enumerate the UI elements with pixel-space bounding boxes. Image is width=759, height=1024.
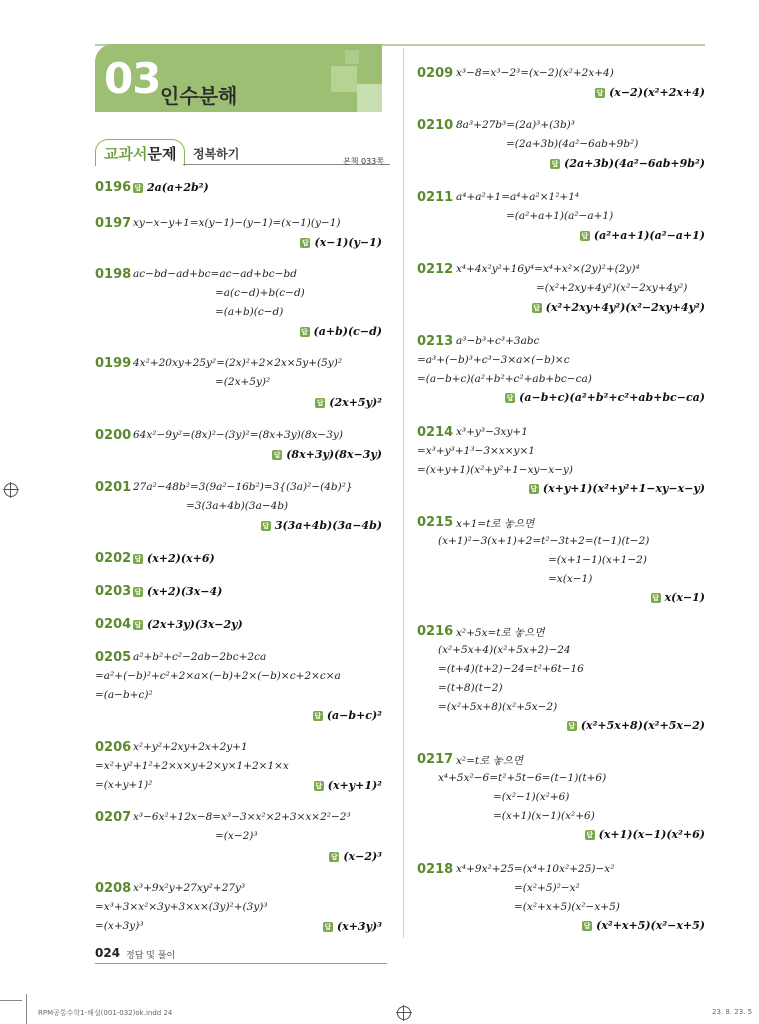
answer-badge: 답	[568, 722, 576, 730]
answer: 답 (2x+3y)(3x−2y)	[134, 618, 243, 631]
solution-line: =(x²+5)²−x²	[514, 882, 580, 894]
solution-line: =(2x+5y)²	[215, 376, 271, 388]
solution-line: =(x²+2xy+4y²)(x²−2xy+4y²)	[536, 282, 688, 294]
answer: 답 (x²+5x+8)(x²+5x−2)	[568, 719, 705, 732]
answer: 답 2a(a+2b²)	[134, 181, 209, 194]
solution-line: =(a−b+c)(a²+b²+c²+ab+bc−ca)	[417, 373, 592, 385]
solution-line: =(x+y+1)(x²+y²+1−xy−x−y)	[417, 464, 573, 476]
solution-line: x⁴+4x²y²+16y⁴=x⁴+x²×(2y)²+(2y)⁴	[456, 263, 640, 275]
answer: 답 (x²+2xy+4y²)(x²−2xy+4y²)	[533, 301, 705, 314]
answer: 답 (x−2)(x²+2x+4)	[596, 86, 705, 99]
answer: 답 (x+2)(x+6)	[134, 552, 215, 565]
answer: 답 (x²+x+5)(x²−x+5)	[583, 919, 705, 932]
solution-line: =(x+1−1)(x+1−2)	[548, 554, 647, 566]
solution-line: =(x²−1)(x²+6)	[493, 791, 570, 803]
solution-line: x²=t로 놓으면	[456, 755, 524, 767]
answer-badge: 답	[273, 451, 281, 459]
answer: 답 (8x+3y)(8x−3y)	[273, 448, 382, 461]
problem-number: 0208	[95, 881, 132, 896]
problem-number: 0203	[95, 584, 132, 599]
answer-badge: 답	[314, 712, 322, 720]
solution-line: x²+y²+2xy+2x+2y+1	[133, 741, 248, 753]
answer: 답 (x−2)³	[330, 850, 382, 863]
problem-number: 0200	[95, 428, 132, 443]
solution-line: (x+1)²−3(x+1)+2=t²−3t+2=(t−1)(t−2)	[438, 535, 650, 547]
problem-number: 0206	[95, 740, 132, 755]
page-number: 024	[95, 946, 121, 960]
solution-line: a³−b³+c³+3abc	[456, 335, 540, 347]
solution-line: =3(3a+4b)(3a−4b)	[186, 500, 289, 512]
answer-badge: 답	[301, 328, 308, 336]
solution-line: x⁴+9x²+25=(x⁴+10x²+25)−x²	[456, 863, 615, 875]
answer: 답 (a+b)(c−d)	[301, 325, 382, 338]
solution-line: =x³+y³+1³−3×x×y×1	[417, 445, 535, 457]
solution-line: =(a²+a+1)(a²−a+1)	[506, 210, 614, 222]
solution-line: (x²+5x+4)(x²+5x+2)−24	[438, 644, 571, 656]
section-reference: 본책 033쪽	[343, 157, 384, 166]
answer: 답 (a²+a+1)(a²−a+1)	[581, 229, 705, 242]
banner-deco-square	[345, 50, 359, 64]
problem-number: 0205	[95, 650, 132, 665]
solution-line: x²+5x=t로 놓으면	[456, 627, 545, 639]
section-subtitle: 정복하기	[193, 147, 240, 161]
answer-badge: 답	[302, 239, 309, 247]
solution-line: =x³+3×x²×3y+3×x×(3y)²+(3y)³	[95, 901, 268, 913]
print-slug-date: 23. 8. 23. 5	[712, 1008, 753, 1016]
solution-line: 8a³+27b³=(2a)³+(3b)³	[456, 119, 575, 131]
answer: 답 (x+y+1)(x²+y²+1−xy−x−y)	[530, 482, 705, 495]
solution-line: x+1=t로 놓으면	[456, 518, 535, 530]
answer-badge: 답	[315, 782, 323, 790]
registration-mark-icon	[397, 1006, 411, 1020]
answer: 답 (a−b+c)²	[314, 709, 382, 722]
problem-number: 0207	[95, 810, 132, 825]
solution-line: =(a+b)(c−d)	[215, 306, 284, 318]
answer-badge: 답	[586, 831, 594, 839]
answer: 답 (x+1)(x−1)(x²+6)	[586, 828, 705, 841]
answer-badge: 답	[316, 399, 324, 407]
answer-badge: 답	[134, 184, 142, 192]
problem-number: 0204	[95, 617, 132, 632]
solution-line: =(t+4)(t+2)−24=t²+6t−16	[438, 663, 584, 675]
answer-badge: 답	[330, 853, 338, 861]
problem-number: 0196	[95, 180, 132, 195]
solution-line: =(a−b+c)²	[95, 689, 153, 701]
solution-line: =(x−2)³	[215, 830, 258, 842]
banner-deco-square	[357, 84, 382, 112]
problem-number: 0197	[95, 216, 132, 231]
solution-line: 27a²−48b²=3(9a²−16b²)=3{(3a)²−(4b)²}	[133, 481, 353, 493]
crop-mark	[26, 994, 27, 1024]
problem-number: 0199	[95, 356, 132, 371]
problem-number: 0215	[417, 515, 454, 530]
answer-badge: 답	[324, 923, 332, 931]
solution-line: x³+y³−3xy+1	[456, 426, 528, 438]
problem-number: 0217	[417, 752, 454, 767]
solution-line: =(x+3y)³	[95, 920, 144, 932]
footer-rule	[95, 963, 387, 964]
solution-line: x³−8=x³−2³=(x−2)(x²+2x+4)	[456, 67, 614, 79]
answer-badge: 답	[134, 621, 142, 629]
solution-line: a⁴+a²+1=a⁴+a²×1²+1⁴	[456, 191, 580, 203]
solution-line: =(2a+3b)(4a²−6ab+9b²)	[506, 138, 639, 150]
solution-line: =x(x−1)	[548, 573, 593, 585]
problem-number: 0209	[417, 66, 454, 81]
answer-badge: 답	[583, 922, 591, 930]
answer-badge: 답	[551, 160, 559, 168]
solution-line: x³−6x²+12x−8=x³−3×x²×2+3×x×2²−2³	[133, 811, 351, 823]
answer-badge: 답	[134, 588, 142, 596]
answer: 답 (x+3y)³	[324, 920, 382, 933]
problem-number: 0218	[417, 862, 454, 877]
solution-line: a²+b²+c²−2ab−2bc+2ca	[133, 651, 267, 663]
solution-line: =a²+(−b)²+c²+2×a×(−b)+2×(−b)×c+2×c×a	[95, 670, 341, 682]
solution-line: =a³+(−b)³+c³−3×a×(−b)×c	[417, 354, 570, 366]
problem-number: 0211	[417, 190, 454, 205]
answer: 답 (2x+5y)²	[316, 396, 382, 409]
answer-badge: 답	[581, 232, 589, 240]
column-divider	[403, 48, 404, 938]
answer: 답 (x+2)(3x−4)	[134, 585, 223, 598]
solution-line: =(t+8)(t−2)	[438, 682, 503, 694]
section-tab-label: 교과서문제	[104, 145, 177, 163]
banner-deco-square	[331, 66, 357, 92]
problem-number: 0212	[417, 262, 454, 277]
registration-mark-icon	[4, 483, 18, 497]
solution-line: ac−bd−ad+bc=ac−ad+bc−bd	[133, 268, 297, 280]
answer: 답 (2a+3b)(4a²−6ab+9b²)	[551, 157, 705, 170]
print-slug-file: RPM공통수학1-해설(001-032)ok.indd 24	[38, 1009, 173, 1017]
answer: 답 x(x−1)	[652, 591, 705, 604]
answer-badge: 답	[652, 594, 659, 602]
answer: 답 (a−b+c)(a²+b²+c²+ab+bc−ca)	[506, 391, 705, 404]
answer-badge: 답	[262, 522, 270, 530]
answer-badge: 답	[530, 485, 538, 493]
answer-badge: 답	[134, 555, 142, 563]
answer-badge: 답	[506, 394, 514, 402]
answer: 답 (x+y+1)²	[315, 779, 382, 792]
answer-badge: 답	[596, 89, 604, 97]
chapter-number: 03	[104, 54, 161, 103]
solution-line: =x²+y²+1²+2×x×y+2×y×1+2×1×x	[95, 760, 289, 772]
chapter-title: 인수분해	[160, 84, 238, 108]
answer-badge: 답	[533, 304, 540, 312]
answer: 답 (x−1)(y−1)	[302, 236, 382, 249]
page-label: 정답 및 풀이	[126, 951, 176, 961]
solution-line: 4x²+20xy+25y²=(2x)²+2×2x×5y+(5y)²	[133, 357, 343, 369]
solution-line: =(x+1)(x−1)(x²+6)	[493, 810, 595, 822]
answer: 답 3(3a+4b)(3a−4b)	[262, 519, 382, 532]
solution-line: =a(c−d)+b(c−d)	[215, 287, 305, 299]
problem-number: 0214	[417, 425, 454, 440]
solution-line: x³+9x²y+27xy²+27y³	[133, 882, 246, 894]
solution-line: 64x²−9y²=(8x)²−(3y)²=(8x+3y)(8x−3y)	[133, 429, 343, 441]
solution-line: =(x²+x+5)(x²−x+5)	[514, 901, 620, 913]
crop-mark	[0, 1000, 22, 1001]
solution-line: =(x+y+1)²	[95, 779, 153, 791]
solution-line: xy−x−y+1=x(y−1)−(y−1)=(x−1)(y−1)	[133, 217, 341, 229]
problem-number: 0213	[417, 334, 454, 349]
problem-number: 0198	[95, 267, 132, 282]
problem-number: 0210	[417, 118, 454, 133]
problem-number: 0202	[95, 551, 132, 566]
solution-line: =(x²+5x+8)(x²+5x−2)	[438, 701, 558, 713]
solution-line: x⁴+5x²−6=t²+5t−6=(t−1)(t+6)	[438, 772, 607, 784]
problem-number: 0216	[417, 624, 454, 639]
problem-number: 0201	[95, 480, 132, 495]
